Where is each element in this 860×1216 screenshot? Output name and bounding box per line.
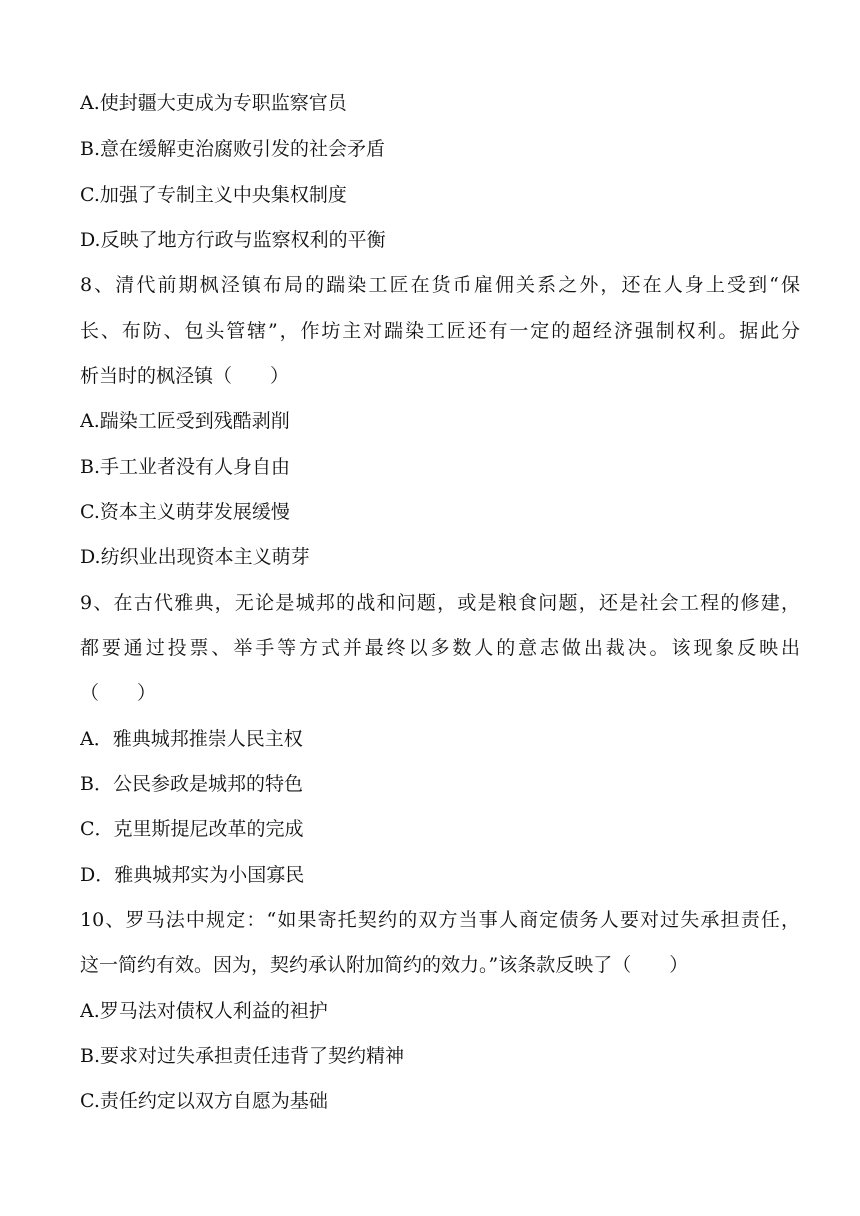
q10-option-a: A.罗马法对债权人利益的袒护 bbox=[80, 1000, 328, 1022]
q9-option-b: B．公民参政是城邦的特色 bbox=[80, 773, 303, 795]
q9-option-c: C．克里斯提尼改革的完成 bbox=[80, 818, 304, 840]
q8-stem-line-1: 8、清代前期枫泾镇布局的踹染工匠在货币雇佣关系之外，还在人身上受到“保 bbox=[80, 274, 800, 296]
q9-option-a: A．雅典城邦推崇人民主权 bbox=[80, 728, 303, 750]
q7-option-d: D.反映了地方行政与监察权利的平衡 bbox=[80, 229, 386, 251]
q10-stem-line-1: 10、罗马法中规定：“如果寄托契约的双方当事人商定债务人要对过失承担责任， bbox=[80, 909, 800, 931]
q7-option-c: C.加强了专制主义中央集权制度 bbox=[80, 184, 347, 206]
q9-stem-line-1: 9、在古代雅典，无论是城邦的战和问题，或是粮食问题，还是社会工程的修建， bbox=[80, 592, 800, 614]
q10-stem-line-2: 这一简约有效。因为，契约承认附加简约的效力。”该条款反映了（ ） bbox=[80, 954, 689, 976]
q8-option-a: A.踹染工匠受到残酷剥削 bbox=[80, 410, 290, 432]
q8-option-b: B.手工业者没有人身自由 bbox=[80, 456, 291, 478]
q10-option-c: C.责任约定以双方自愿为基础 bbox=[80, 1090, 328, 1112]
q7-option-b: B.意在缓解吏治腐败引发的社会矛盾 bbox=[80, 138, 386, 160]
q8-option-c: C.资本主义萌芽发展缓慢 bbox=[80, 501, 290, 523]
q7-option-a: A.使封疆大吏成为专职监察官员 bbox=[80, 92, 347, 114]
q9-stem-line-2: 都要通过投票、举手等方式并最终以多数人的意志做出裁决。该现象反映出 bbox=[80, 637, 800, 659]
q8-stem-line-2: 长、布防、包头管辖”，作坊主对踹染工匠还有一定的超经济强制权利。据此分 bbox=[80, 320, 800, 342]
q9-stem-line-3: （ ） bbox=[80, 682, 157, 704]
q9-option-d: D．雅典城邦实为小国寡民 bbox=[80, 864, 305, 886]
q10-option-b: B.要求对过失承担责任违背了契约精神 bbox=[80, 1045, 405, 1067]
q8-option-d: D.纺织业出现资本主义萌芽 bbox=[80, 546, 310, 568]
q8-stem-line-3: 析当时的枫泾镇（ ） bbox=[80, 365, 290, 387]
